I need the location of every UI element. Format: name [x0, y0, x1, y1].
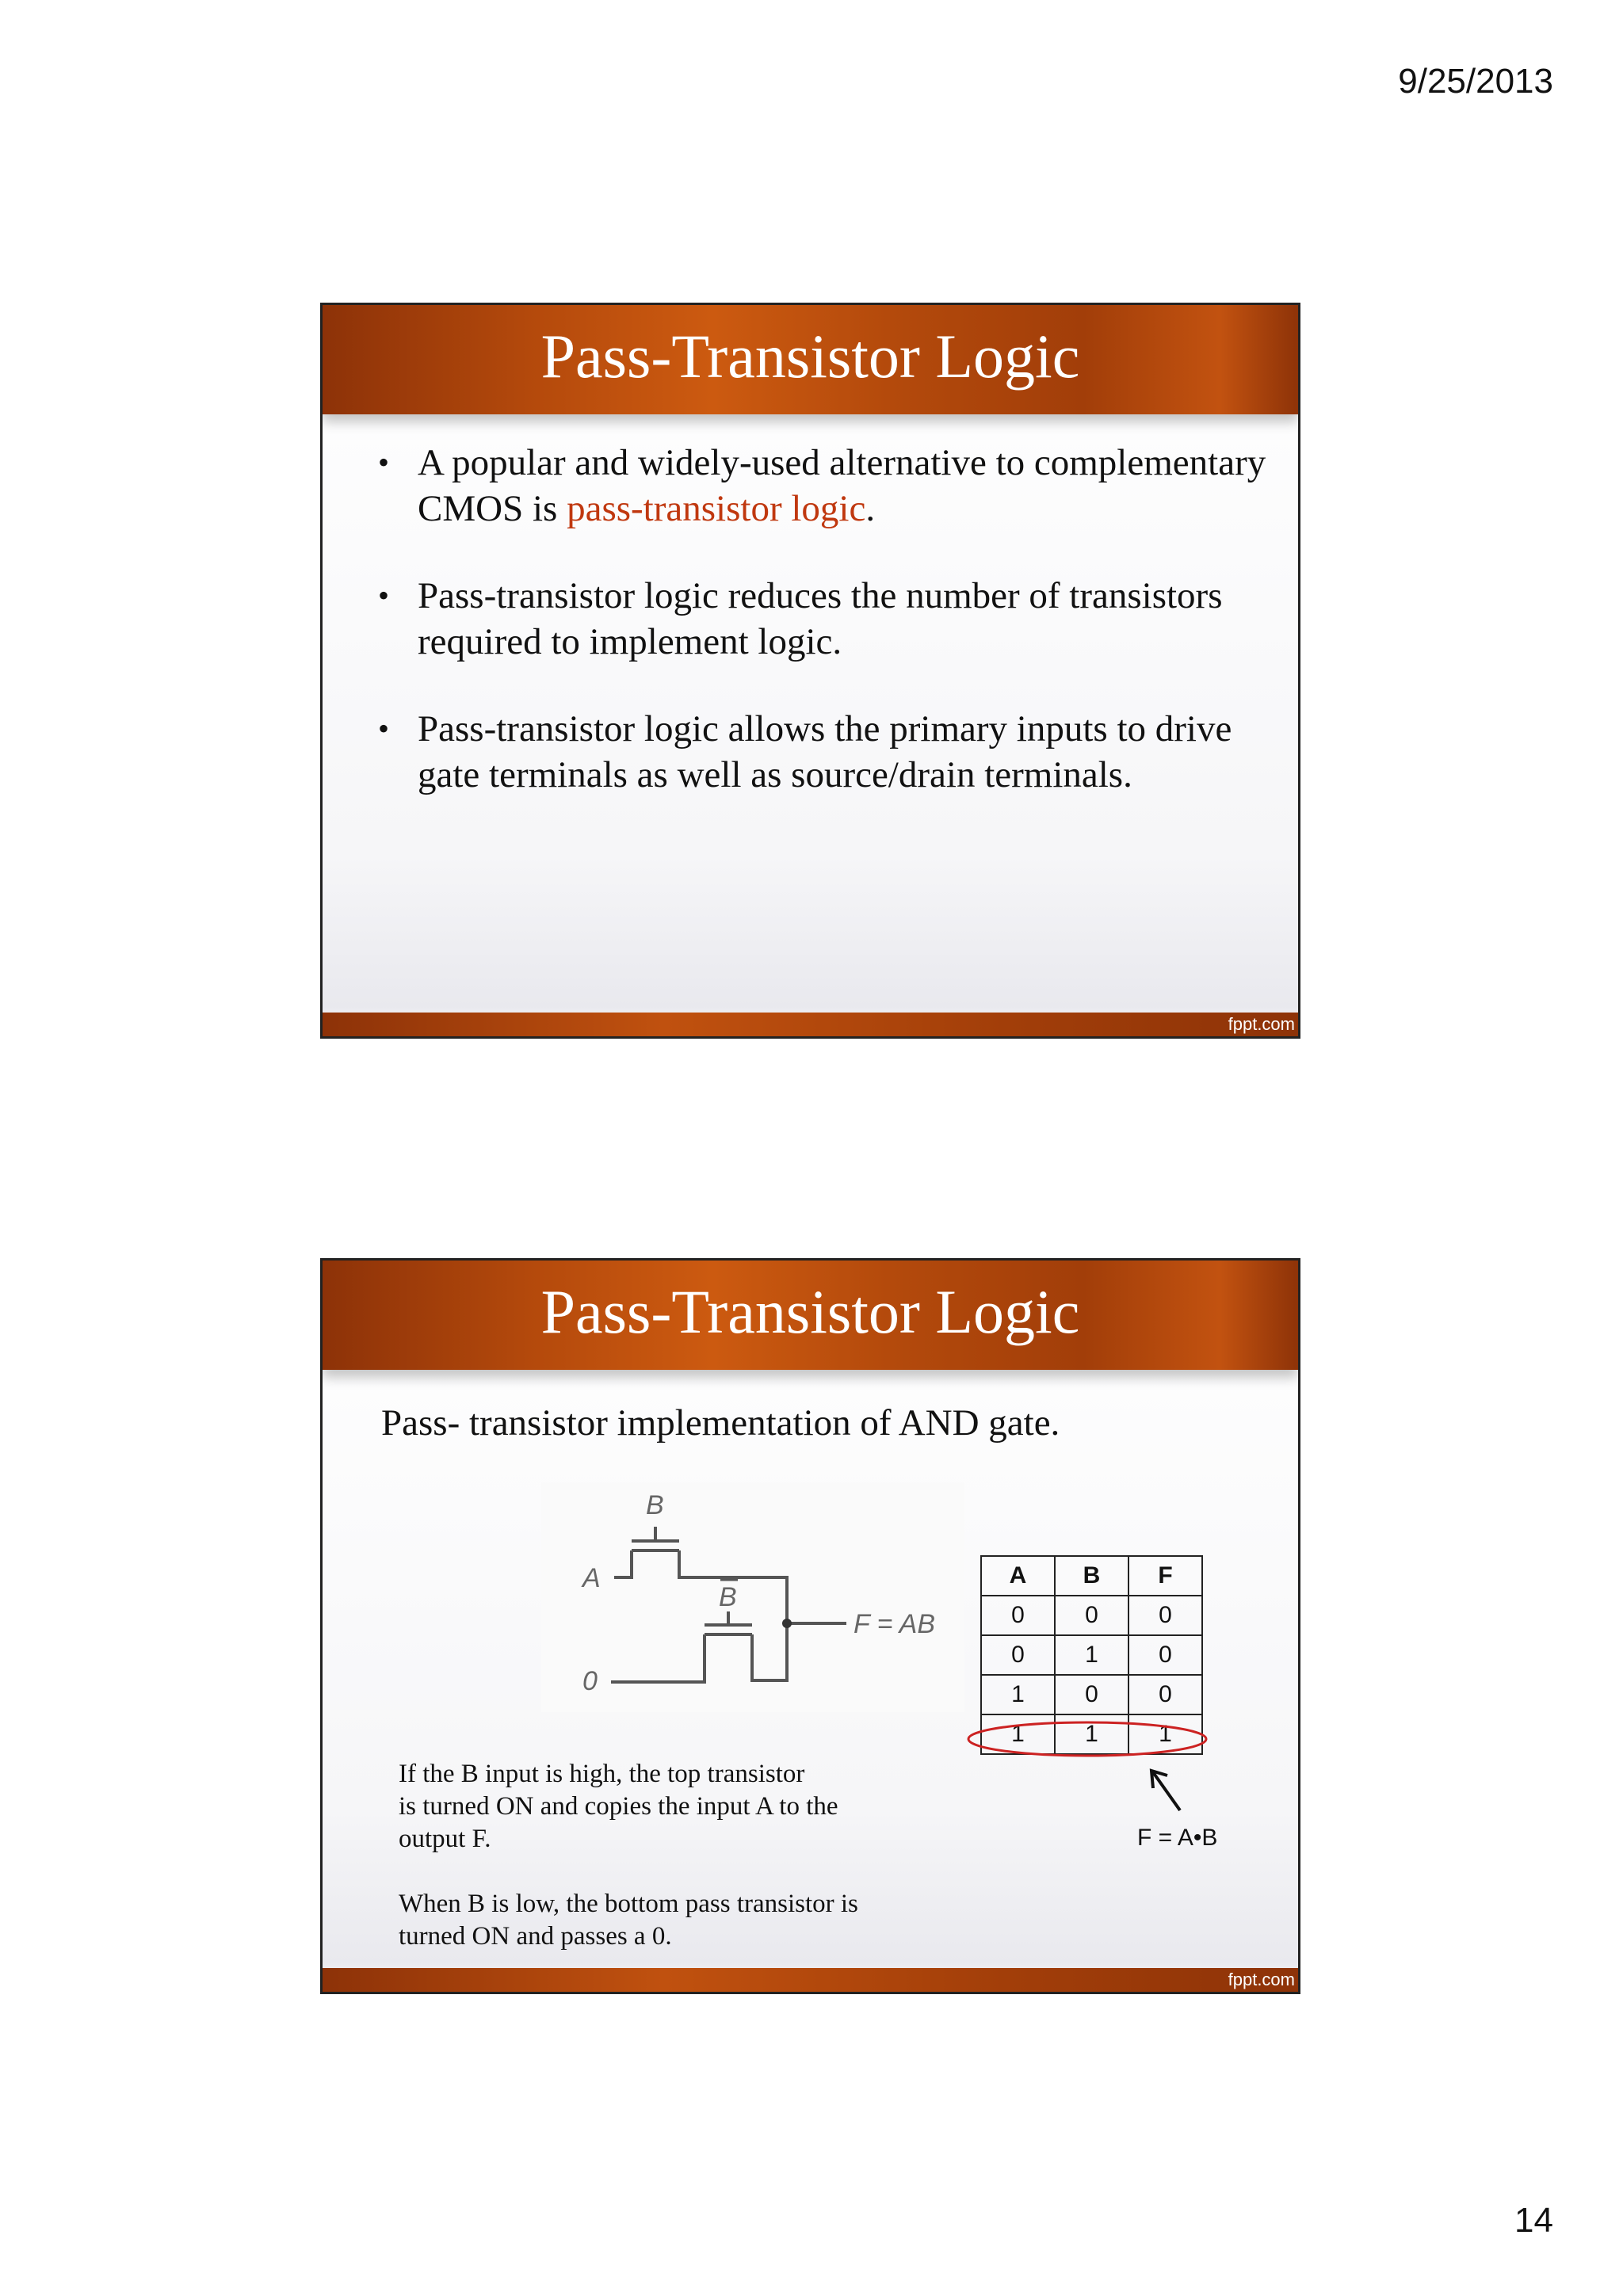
table-cell: 0 [1128, 1635, 1202, 1675]
slide-subtitle: Pass- transistor implementation of AND gate. [381, 1402, 1060, 1444]
table-cell: 0 [1128, 1675, 1202, 1714]
table-cell: 0 [1055, 1596, 1128, 1635]
page-date: 9/25/2013 [1398, 62, 1553, 101]
column-header: A [981, 1556, 1055, 1596]
explanation-paragraph: When B is low, the bottom pass transistor is turned ON and passes a 0. [399, 1890, 858, 1951]
table-cell: 0 [981, 1596, 1055, 1635]
equation-label: F = A•B [1137, 1825, 1218, 1851]
slide-title: Pass-Transistor Logic [540, 1277, 1080, 1346]
bullet-icon: • [378, 444, 390, 480]
table-cell: 1 [981, 1675, 1055, 1714]
table-cell: 1 [981, 1714, 1055, 1754]
table-cell: 1 [1055, 1635, 1128, 1675]
slide-header [323, 1261, 1298, 1370]
bullet-icon: • [378, 578, 390, 613]
explanation-text [399, 1758, 969, 1985]
table-header-row [981, 1556, 1202, 1596]
slide-footer [323, 1013, 1298, 1036]
table-cell: 0 [1055, 1675, 1128, 1714]
slide-title: Pass-Transistor Logic [540, 322, 1080, 391]
bullet-icon: • [378, 711, 390, 746]
circuit-schematic [541, 1482, 964, 1712]
highlighted-term: pass-transistor logic [567, 488, 866, 529]
arrow-icon [1147, 1764, 1186, 1815]
bullet-text: Pass-transistor logic allows the primary inputs to drive gate terminals as well as source/drain terminals. [418, 708, 1232, 795]
bullet-list [378, 440, 1274, 839]
slide-footer [323, 1968, 1298, 1992]
slide-header [323, 305, 1298, 414]
highlight-ellipse [964, 1718, 1210, 1760]
gate-b-bar-label: B [719, 1582, 737, 1612]
table-row [981, 1635, 1202, 1675]
table-cell: 0 [981, 1635, 1055, 1675]
bullet-item [378, 440, 1274, 532]
slide-1 [320, 303, 1300, 1039]
bullet-text-end: . [865, 488, 876, 529]
table-cell: 0 [1128, 1596, 1202, 1635]
gate-b-label: B [646, 1490, 664, 1520]
column-header: F [1128, 1556, 1202, 1596]
bullet-text: A popular and widely-used alternative to complementary CMOS is [418, 442, 1266, 529]
table-row [981, 1596, 1202, 1635]
input-a-label: A [582, 1563, 601, 1593]
bullet-item [378, 573, 1274, 665]
table-cell: 1 [1055, 1714, 1128, 1754]
input-zero-label: 0 [582, 1666, 598, 1696]
bullet-item [378, 706, 1274, 798]
footer-brand: fppt.com [1228, 1970, 1295, 1989]
column-header: B [1055, 1556, 1128, 1596]
table-cell: 1 [1128, 1714, 1202, 1754]
bullet-text: Pass-transistor logic reduces the number of transistors required to implement logic. [418, 575, 1223, 662]
output-label: F = AB [854, 1609, 935, 1639]
circuit-diagram [541, 1482, 964, 1712]
page-number: 14 [1514, 2201, 1553, 2240]
table-row [981, 1675, 1202, 1714]
slide-2 [320, 1258, 1300, 1994]
footer-brand: fppt.com [1228, 1014, 1295, 1034]
explanation-paragraph: If the B input is high, the top transistor is turned ON and copies the input A to the output F. [399, 1760, 838, 1853]
